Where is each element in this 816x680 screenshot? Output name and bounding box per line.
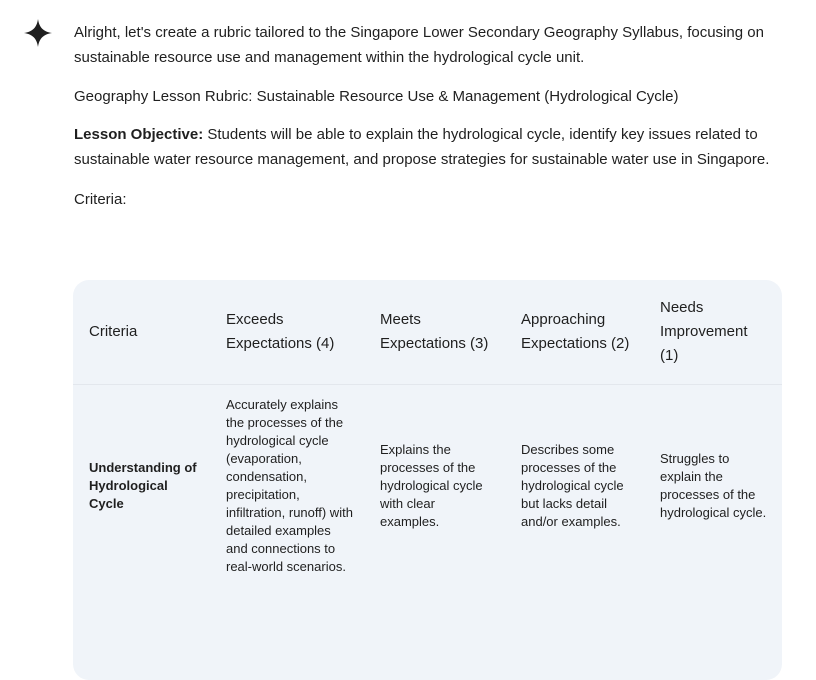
criteria-label: Criteria:: [74, 191, 127, 208]
table-row: [73, 385, 782, 587]
table-header-row: [73, 280, 782, 385]
header-criteria: Criteria: [73, 280, 212, 385]
header-exceeds: Exceeds Expectations (4): [212, 280, 364, 385]
header-approaching: Approaching Expectations (2): [505, 280, 644, 385]
rubric-table: [73, 280, 782, 680]
approaching-cell: Describes some processes of the hydrological cycle but lacks detail and/or examples.: [521, 442, 624, 529]
objective-text: Students will be able to explain the hydrological cycle, identify key issues related to sustainable water resource management, and propose strategies for sustainable water use in Singapore.: [74, 126, 770, 168]
meets-cell: Explains the processes of the hydrological cycle with clear examples.: [380, 442, 483, 529]
objective-label: Lesson Objective:: [74, 126, 204, 143]
assistant-response: [74, 20, 786, 228]
response-intro: Alright, let's create a rubric tailored to the Singapore Lower Secondary Geography Syllabus, focusing on sustainable resource use and management within the hydrological cycle unit.: [74, 24, 764, 66]
rubric-heading: Geography Lesson Rubric: Sustainable Resource Use & Management (Hydrological Cycle): [74, 88, 679, 105]
exceeds-cell: Accurately explains the processes of the hydrological cycle (evaporation, condensation, precipitation, infiltration, runoff) with detailed examples and connections to real-world scenarios.: [226, 397, 353, 574]
header-meets: Meets Expectations (3): [364, 280, 505, 385]
criterion-cell: Understanding of Hydrological Cycle: [89, 460, 197, 511]
sparkle-icon: [24, 19, 52, 47]
needs-cell: Struggles to explain the processes of the hydrological cycle.: [660, 451, 767, 520]
lesson-objective: [74, 122, 786, 172]
header-needs: Needs Improvement (1): [644, 280, 782, 385]
